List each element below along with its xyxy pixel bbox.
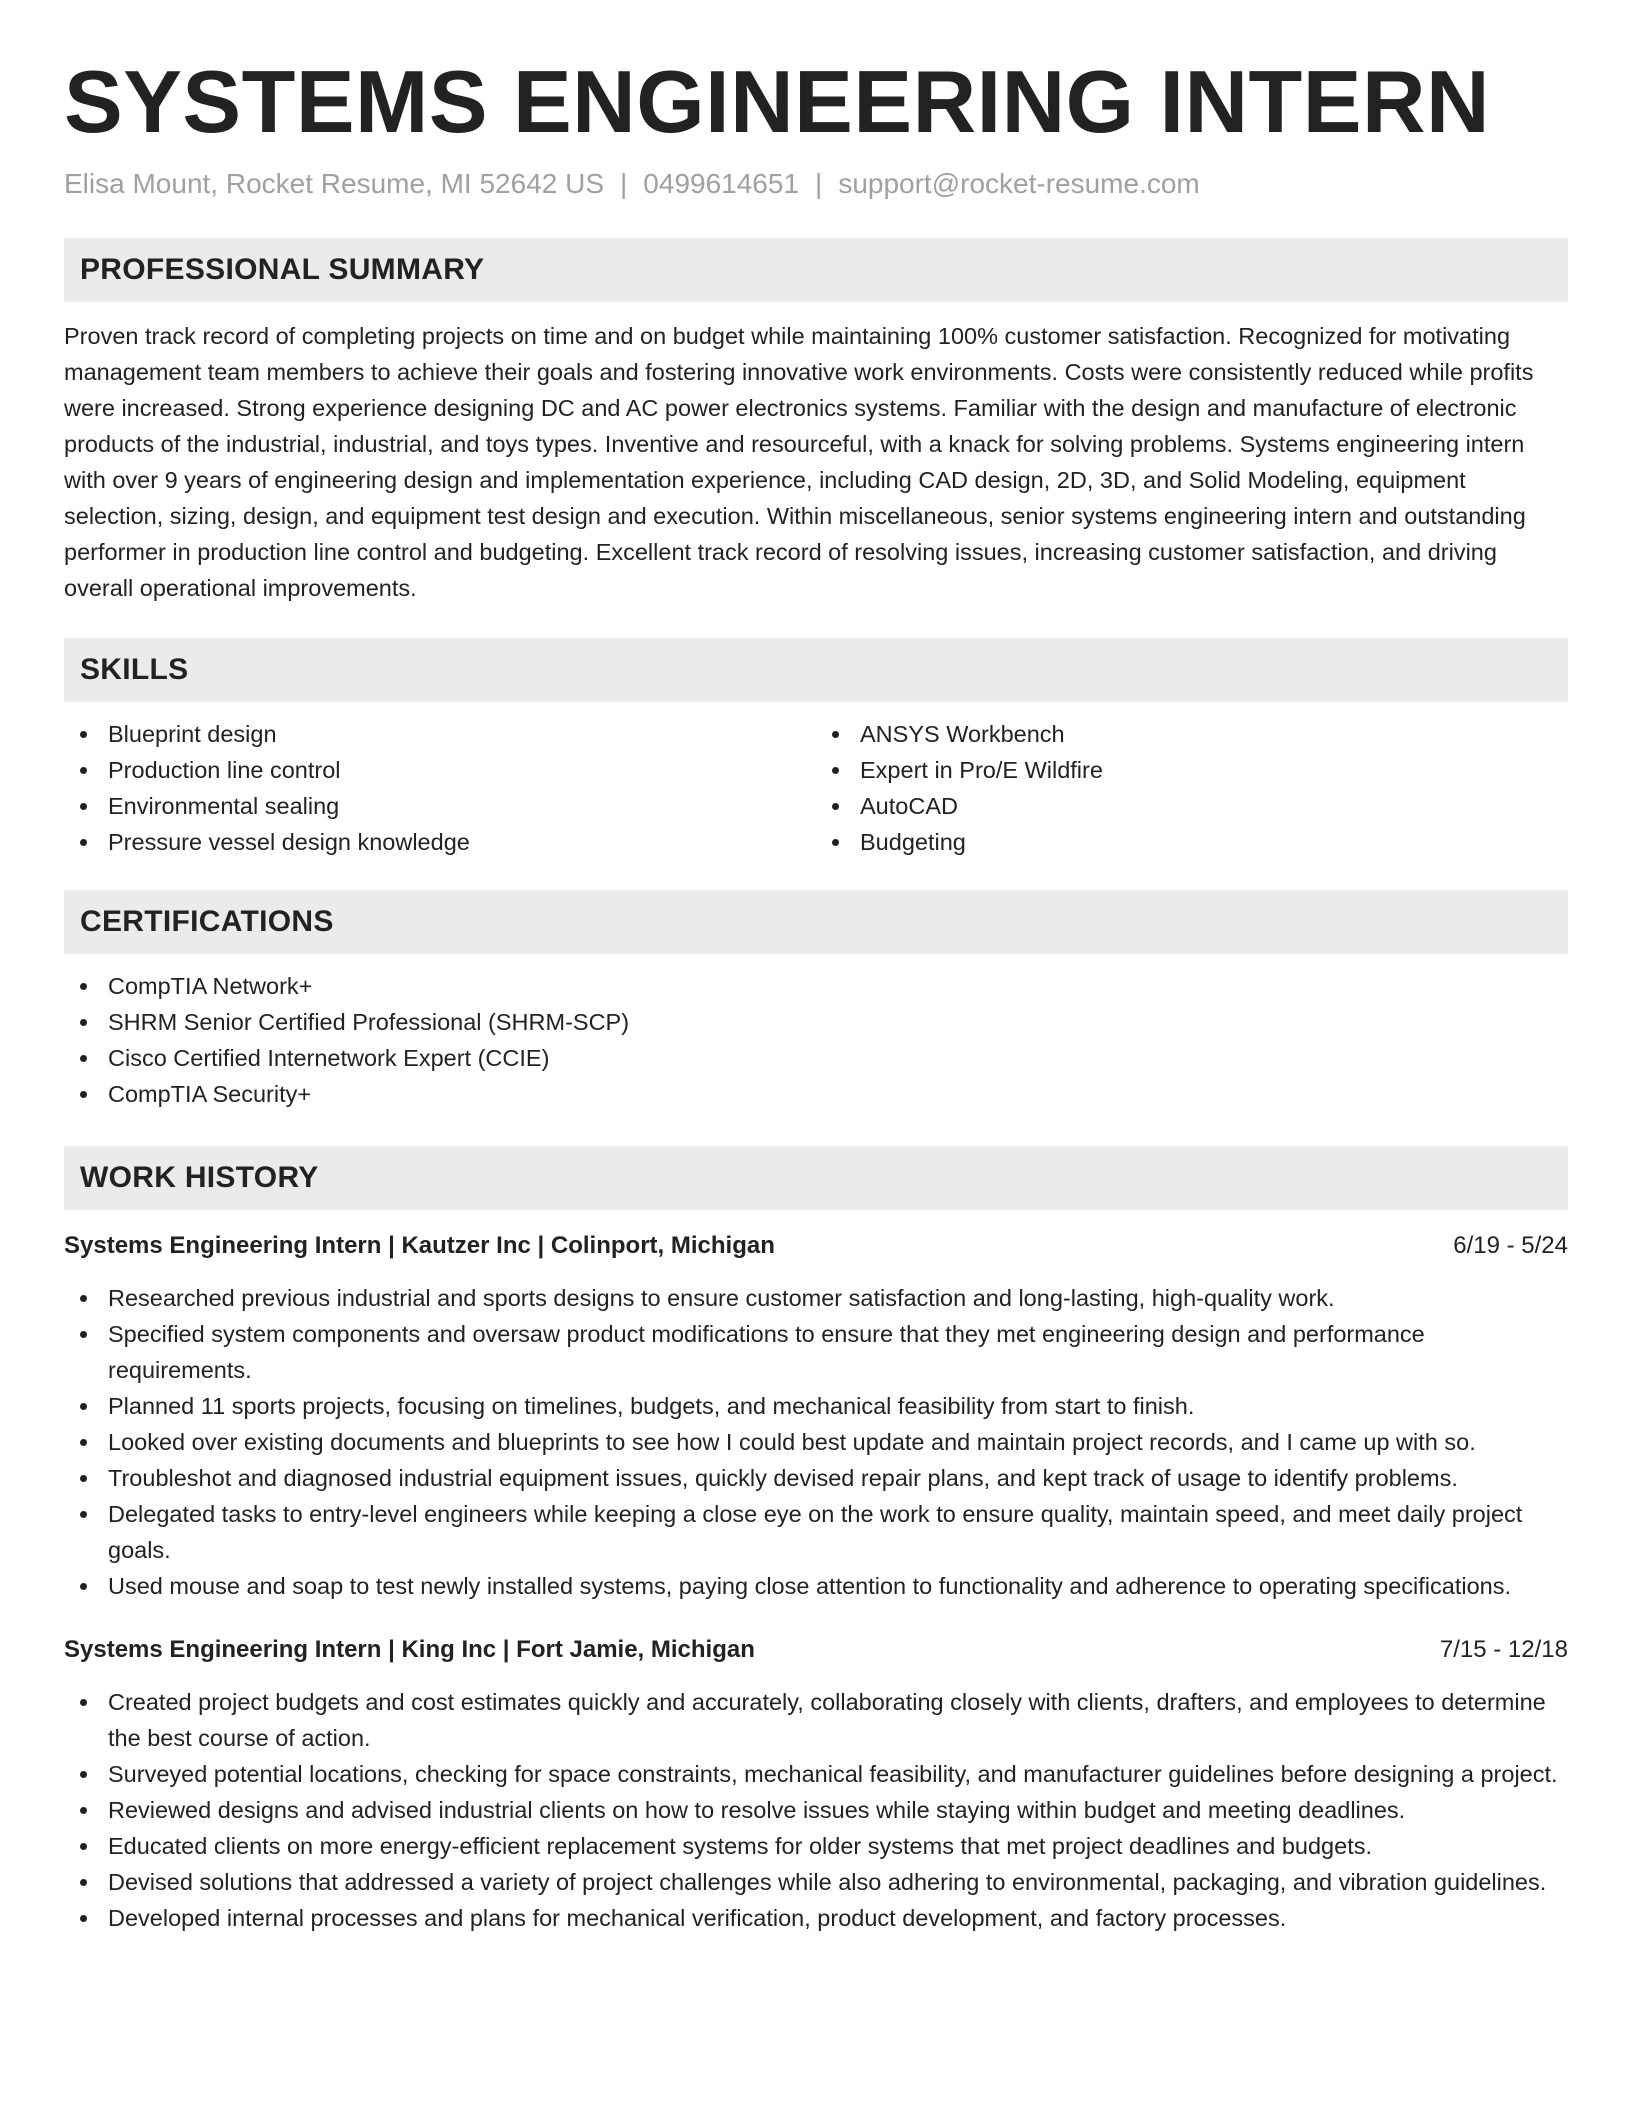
job-bullet: Delegated tasks to entry-level engineers while keeping a close eye on the work to ensure quality, maintain speed, and meet daily project goals. [64,1496,1568,1568]
job-bullet: Created project budgets and cost estimates quickly and accurately, collaborating closely with clients, drafters, and employees to determine the best course of action. [64,1684,1568,1756]
job-bullet: Troubleshot and diagnosed industrial equipment issues, quickly devised repair plans, and kept track of usage to identify problems. [64,1460,1568,1496]
job-header [64,1632,1568,1668]
summary-heading: PROFESSIONAL SUMMARY [80,253,485,286]
work-section-header [64,1146,1568,1210]
certifications-list [64,968,1568,1112]
skill-item: AutoCAD [816,788,1568,824]
contact-email: support@rocket-resume.com [838,168,1200,199]
summary-text: Proven track record of completing projects on time and on budget while maintaining 100% customer satisfaction. Recognized for motivating management team members to achieve their goals and fostering innovative work environments. Costs were consistently reduced while profits were increased. Strong experience designing DC and AC power electronics systems. Familiar with the design and manufacture of electronic products of the industrial, industrial, and toys types. Inventive and resourceful, with a knack for solving problems. Systems engineering intern with over 9 years of engineering design and implementation experience, including CAD design, 2D, 3D, and Solid Modeling, equipment selection, sizing, design, and equipment test design and execution. Within miscellaneous, senior systems engineering intern and outstanding performer in production line control and budgeting. Excellent track record of resolving issues, increasing customer satisfaction, and driving overall operational improvements. [64,323,1534,601]
skill-item: Expert in Pro/E Wildfire [816,752,1568,788]
job-bullet: Looked over existing documents and blueprints to see how I could best update and maintain project records, and I came up with so. [64,1424,1568,1460]
job-bullet: Used mouse and soap to test newly installed systems, paying close attention to functionality and adherence to operating specifications. [64,1568,1568,1604]
resume-title: SYSTEMS ENGINEERING INTERN [64,52,1491,151]
job-dates: 6/19 - 5/24 [1453,1232,1568,1259]
certification-item: Cisco Certified Internetwork Expert (CCIE) [64,1040,1568,1076]
job-entry [64,1228,1568,1604]
certifications-heading: CERTIFICATIONS [80,905,334,938]
certifications-section-header [64,890,1568,954]
certification-item: CompTIA Security+ [64,1076,1568,1112]
job-bullet: Specified system components and oversaw product modifications to ensure that they met engineering design and performance requirements. [64,1316,1568,1388]
skill-item: Environmental sealing [64,788,816,824]
job-bullet: Developed internal processes and plans for mechanical verification, product development, and factory processes. [64,1900,1568,1936]
job-bullet: Planned 11 sports projects, focusing on timelines, budgets, and mechanical feasibility from start to finish. [64,1388,1568,1424]
job-bullet: Reviewed designs and advised industrial clients on how to resolve issues while staying within budget and meeting deadlines. [64,1792,1568,1828]
contact-phone: 0499614651 [643,168,800,199]
certification-item: SHRM Senior Certified Professional (SHRM-SCP) [64,1004,1568,1040]
job-bullet: Devised solutions that addressed a variety of project challenges while also adhering to environmental, packaging, and vibration guidelines. [64,1864,1568,1900]
certification-item: CompTIA Network+ [64,968,1568,1004]
skill-item: Pressure vessel design knowledge [64,824,816,860]
job-bullet: Surveyed potential locations, checking for space constraints, mechanical feasibility, and manufacturer guidelines before designing a project. [64,1756,1568,1792]
skill-item: Blueprint design [64,716,816,752]
skills-column-right [816,716,1568,860]
job-bullet: Researched previous industrial and sports designs to ensure customer satisfaction and long-lasting, high-quality work. [64,1280,1568,1316]
contact-separator: | [815,168,823,199]
contact-separator: | [620,168,628,199]
job-bullet: Educated clients on more energy-efficient replacement systems for older systems that met project deadlines and budgets. [64,1828,1568,1864]
job-bullets [64,1684,1568,1936]
job-entry [64,1632,1568,1936]
job-dates: 7/15 - 12/18 [1439,1636,1568,1663]
contact-address: Elisa Mount, Rocket Resume, MI 52642 US [64,168,605,199]
job-bullets [64,1280,1568,1604]
skill-item: Production line control [64,752,816,788]
skill-item: Budgeting [816,824,1568,860]
skills-column-left [64,716,816,860]
skill-item: ANSYS Workbench [816,716,1568,752]
job-header [64,1228,1568,1264]
contact-line [64,166,1568,202]
job-title: Systems Engineering Intern | Kautzer Inc | Colinport, Michigan [64,1232,775,1259]
skills-heading: SKILLS [80,653,189,686]
job-title: Systems Engineering Intern | King Inc | Fort Jamie, Michigan [64,1636,755,1663]
skills-list [64,716,1568,860]
summary-section-header [64,238,1568,302]
skills-section-header [64,638,1568,702]
work-heading: WORK HISTORY [80,1161,319,1194]
